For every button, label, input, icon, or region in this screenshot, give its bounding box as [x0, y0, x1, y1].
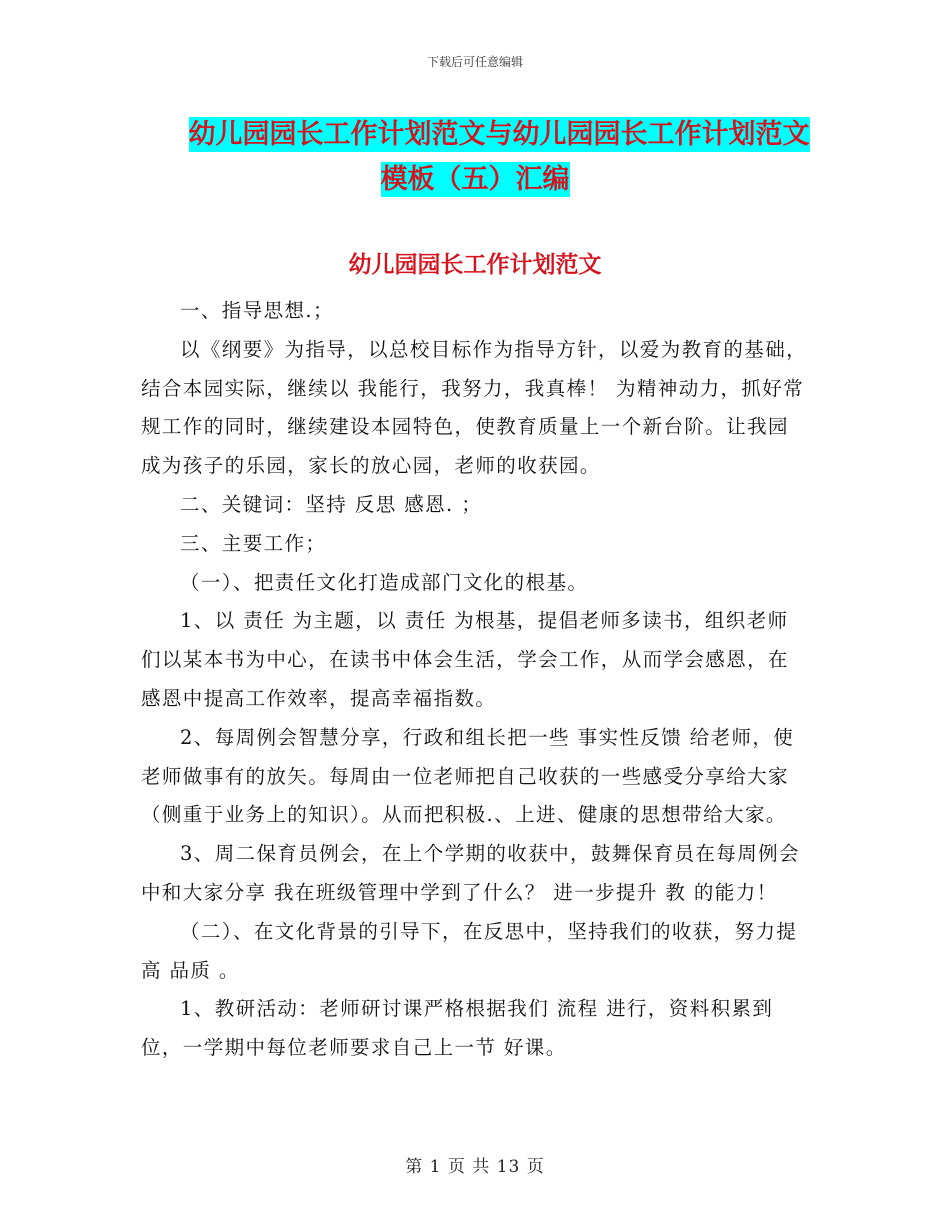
title-highlight: 幼儿园园长工作计划范文与幼儿园园长工作计划范文 [188, 119, 810, 150]
paragraph-keywords: 二、关键词：坚持 反思 感恩. ； [180, 492, 483, 516]
title-highlight: 模板（五）汇编 [380, 164, 570, 195]
document-title-line-2 [0, 157, 950, 196]
header-note: 下载后可任意编辑 [426, 55, 523, 69]
paragraph-teaching-research: 1、教研活动：老师研讨课严格根据我们 流程 进行，资料积累到位，一学期中每位老师要求自己上一节 好课。 [141, 997, 774, 1060]
paragraph-section-two: （二）、在文化背景的引导下，在反思中，坚持我们的收获，努力提高 品质 。 [141, 919, 798, 982]
page-footer: 第 1 页 共 13 页 [405, 1157, 545, 1177]
paragraph-item-1: 1、以 责任 为主题，以 责任 为根基，提倡老师多读书，组织老师们以某本书为中心，在读书中体会生活，学会工作，从而学会感恩，在感恩中提高工作效率，提高幸福指数。 [141, 609, 789, 710]
paragraph-item-2: 2、每周例会智慧分享，行政和组长把一些 事实性反馈 给老师，使老师做事有的放矢。每周由一位老师把自己收获的一些感受分享给大家（侧重于业务上的知识）。从而把积极.、上进、健康的思想带给大家。 [141, 725, 795, 827]
document-body [141, 292, 809, 1068]
paragraph-guiding-detail: 以《纲要》为指导，以总校目标作为指导方针，以爱为教育的基础，结合本园实际，继续以 我能行，我努力，我真棒！ 为精神动力，抓好常规工作的同时，继续建设本园特色，使教育质量上一个新台阶。让我园成为孩子的乐园，家长的放心园，老师的收获园。 [141, 337, 808, 478]
paragraph-item-3: 3、周二保育员例会，在上个学期的收获中，鼓舞保育员在每周例会中和大家分享 我在班级管理中学到了什么？ 进一步提升 教 的能力！ [141, 842, 800, 904]
paragraph-section-one: （一）、把责任文化打造成部门文化的根基。 [180, 570, 589, 594]
paragraph-guiding-thought: 一、指导思想.； [180, 299, 334, 322]
document-title-line-1 [24, 112, 950, 151]
section-title: 幼儿园园长工作计划范文 [348, 252, 602, 278]
paragraph-main-work: 三、主要工作； [180, 531, 327, 555]
